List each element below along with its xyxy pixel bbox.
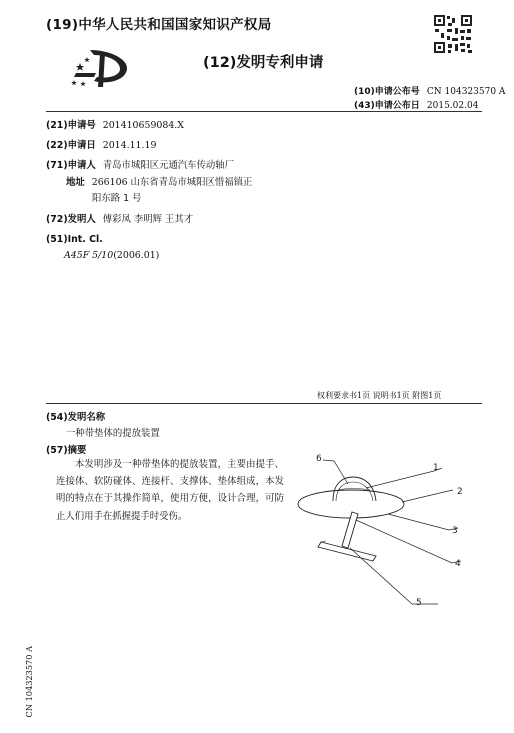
figure-label-2: 2 [457,487,463,497]
figure-connecting-rod [342,512,358,548]
invention-title: 一种带垫体的提放装置 [66,428,160,439]
filing-date-value: 2014.11.19 [102,140,157,151]
int-cl-date: (2006.01) [113,250,160,261]
figure-label-5: 5 [416,598,422,608]
abstract-text: 本发明涉及一种带垫体的提放装置，主要由提手、连接体、软防碰体、连接杆、支撑体、垫体组成，本发明的特点在于其操作简单，使用方便，设计合理，可防止人们用手在抓握提手时受伤。 [56,459,284,522]
application-number [46,117,184,131]
publication-number [354,84,505,97]
figure-label-3: 3 [452,526,458,536]
publication-date [354,98,478,111]
publication-date-value: 2015.02.04 [426,101,479,111]
address [66,174,252,188]
header-divider [46,111,482,112]
address-label: 地址 [66,177,85,188]
filing-date [46,137,156,151]
office-title: (19)中华人民共和国国家知识产权局 [46,17,272,33]
int-cl-label [46,234,103,245]
applicant-value: 青岛市城阳区元通汽车传动轴厂 [102,160,234,171]
publication-number-value: CN 104323570 A [426,87,506,97]
sipo-logo-icon [70,47,130,89]
int-cl-label-text: (51)Int. Cl. [46,234,103,245]
figure-label-6: 6 [316,454,322,464]
abstract-label [46,442,86,456]
int-cl-class: A45F 5/10 [64,250,114,261]
qr-code-icon [433,14,473,54]
application-number-value: 201410659084.X [102,120,184,131]
filing-date-label: (22)申请日 [46,140,96,151]
inventors [46,211,193,225]
application-number-label: (21)申请号 [46,120,96,131]
address-line2: 阳东路 1 号 [92,193,142,204]
invention-title-label-text: (54)发明名称 [46,412,106,423]
int-cl-value [64,250,159,261]
abstract-figure [296,444,492,616]
invention-title-label [46,409,105,423]
document-type: (12)发明专利申请 [203,55,324,71]
applicant-label: (71)申请人 [46,160,96,171]
figure-label-4: 4 [455,559,461,569]
side-publication-number: CN 104323570 A [24,646,34,718]
applicant [46,157,234,171]
abstract-label-text: (57)摘要 [46,445,87,456]
publication-date-label: (43)申请公布日 [354,101,420,111]
biblio-divider [46,403,482,404]
page-counts: 权利要求书1页 说明书1页 附图1页 [317,391,442,400]
inventors-label: (72)发明人 [46,214,96,225]
figure-label-1: 1 [433,463,439,473]
address-line1: 266106 山东省青岛市城阳区惜福镇正 [91,177,253,188]
publication-number-label: (10)申请公布号 [354,87,420,97]
inventors-value: 傅彩凤 李明辉 王其才 [102,214,194,225]
